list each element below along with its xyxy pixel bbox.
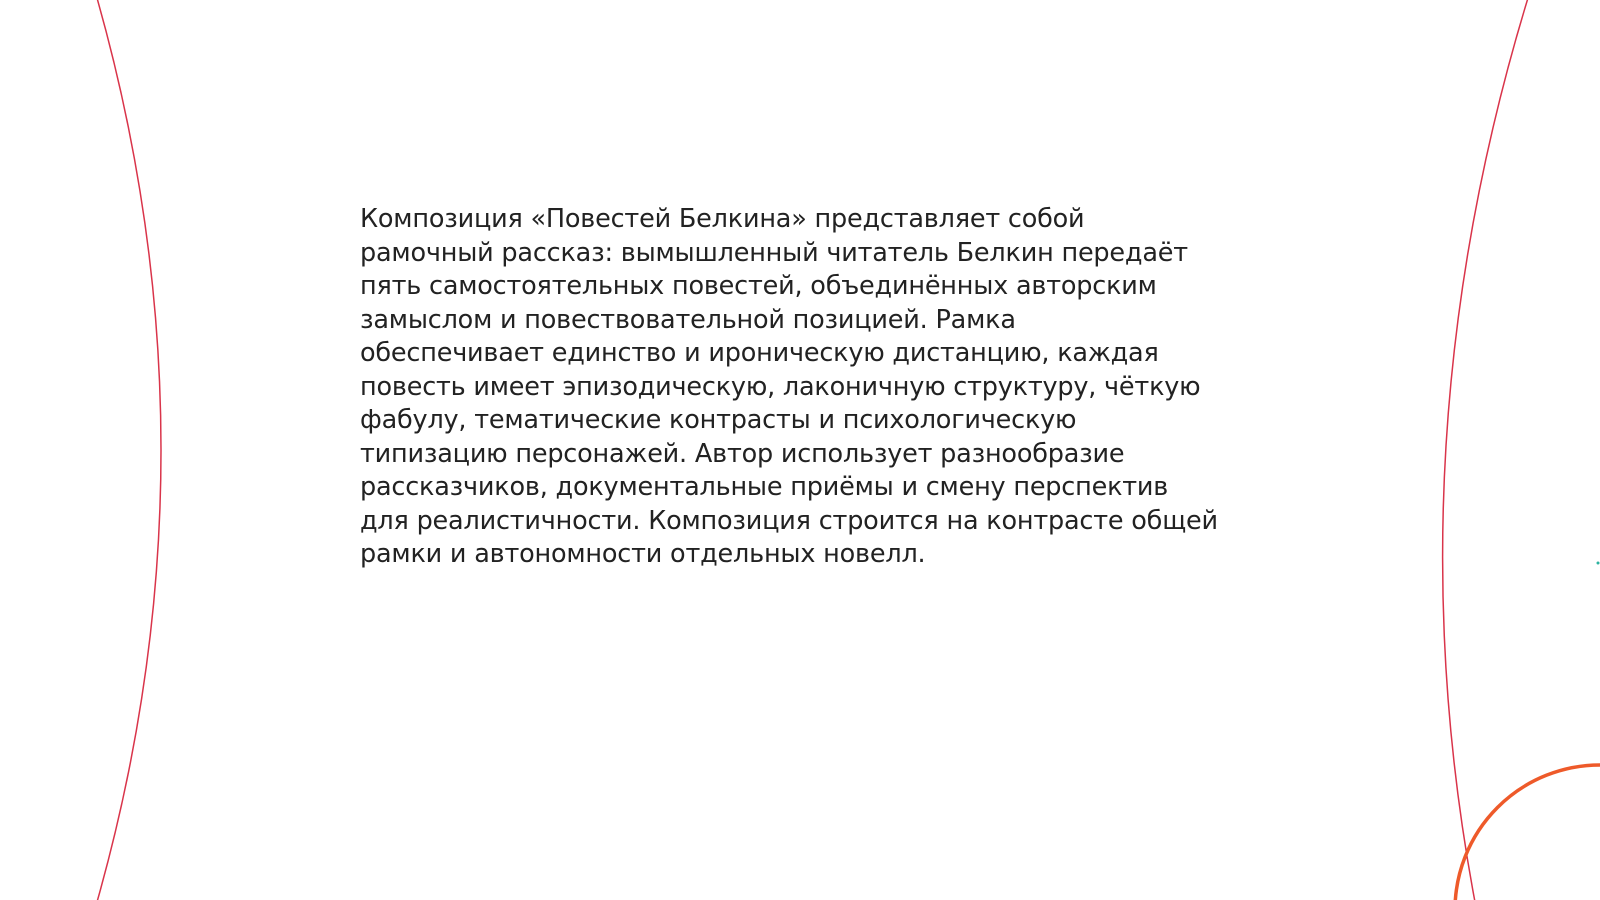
paragraph-line: обеспечивает единство и ироническую дистанцию, каждая [360, 338, 1159, 368]
right-arc-line [1443, 0, 1528, 900]
paragraph-line: рассказчиков, документальные приёмы и смену перспектив [360, 472, 1169, 502]
paragraph-line: замыслом и повествовательной позицией. Рамка [360, 304, 1016, 335]
paragraph-line: типизацию персонажей. Автор использует разнообразие [360, 438, 1125, 469]
paragraph-line: рамки и автономности отдельных новелл. [360, 539, 926, 569]
teal-dot [1597, 562, 1600, 565]
paragraph-line: рамочный рассказ: вымышленный читатель Белкин передаёт [360, 237, 1188, 268]
orange-circle-arc [1455, 765, 1600, 900]
paragraph-line: пять самостоятельных повестей, объединённых авторским [360, 271, 1157, 301]
paragraph-line: фабулу, тематические контрасты и психологическую [360, 405, 1077, 435]
paragraph-line: Композиция «Повестей Белкина» представляет собой [360, 204, 1085, 234]
left-arc-line [97, 0, 161, 900]
body-paragraph [360, 203, 1260, 572]
paragraph-line: повесть имеет эпизодическую, лаконичную структуру, чёткую [360, 371, 1201, 402]
paragraph-line: для реалистичности. Композиция строится на контрасте общей [360, 505, 1218, 536]
